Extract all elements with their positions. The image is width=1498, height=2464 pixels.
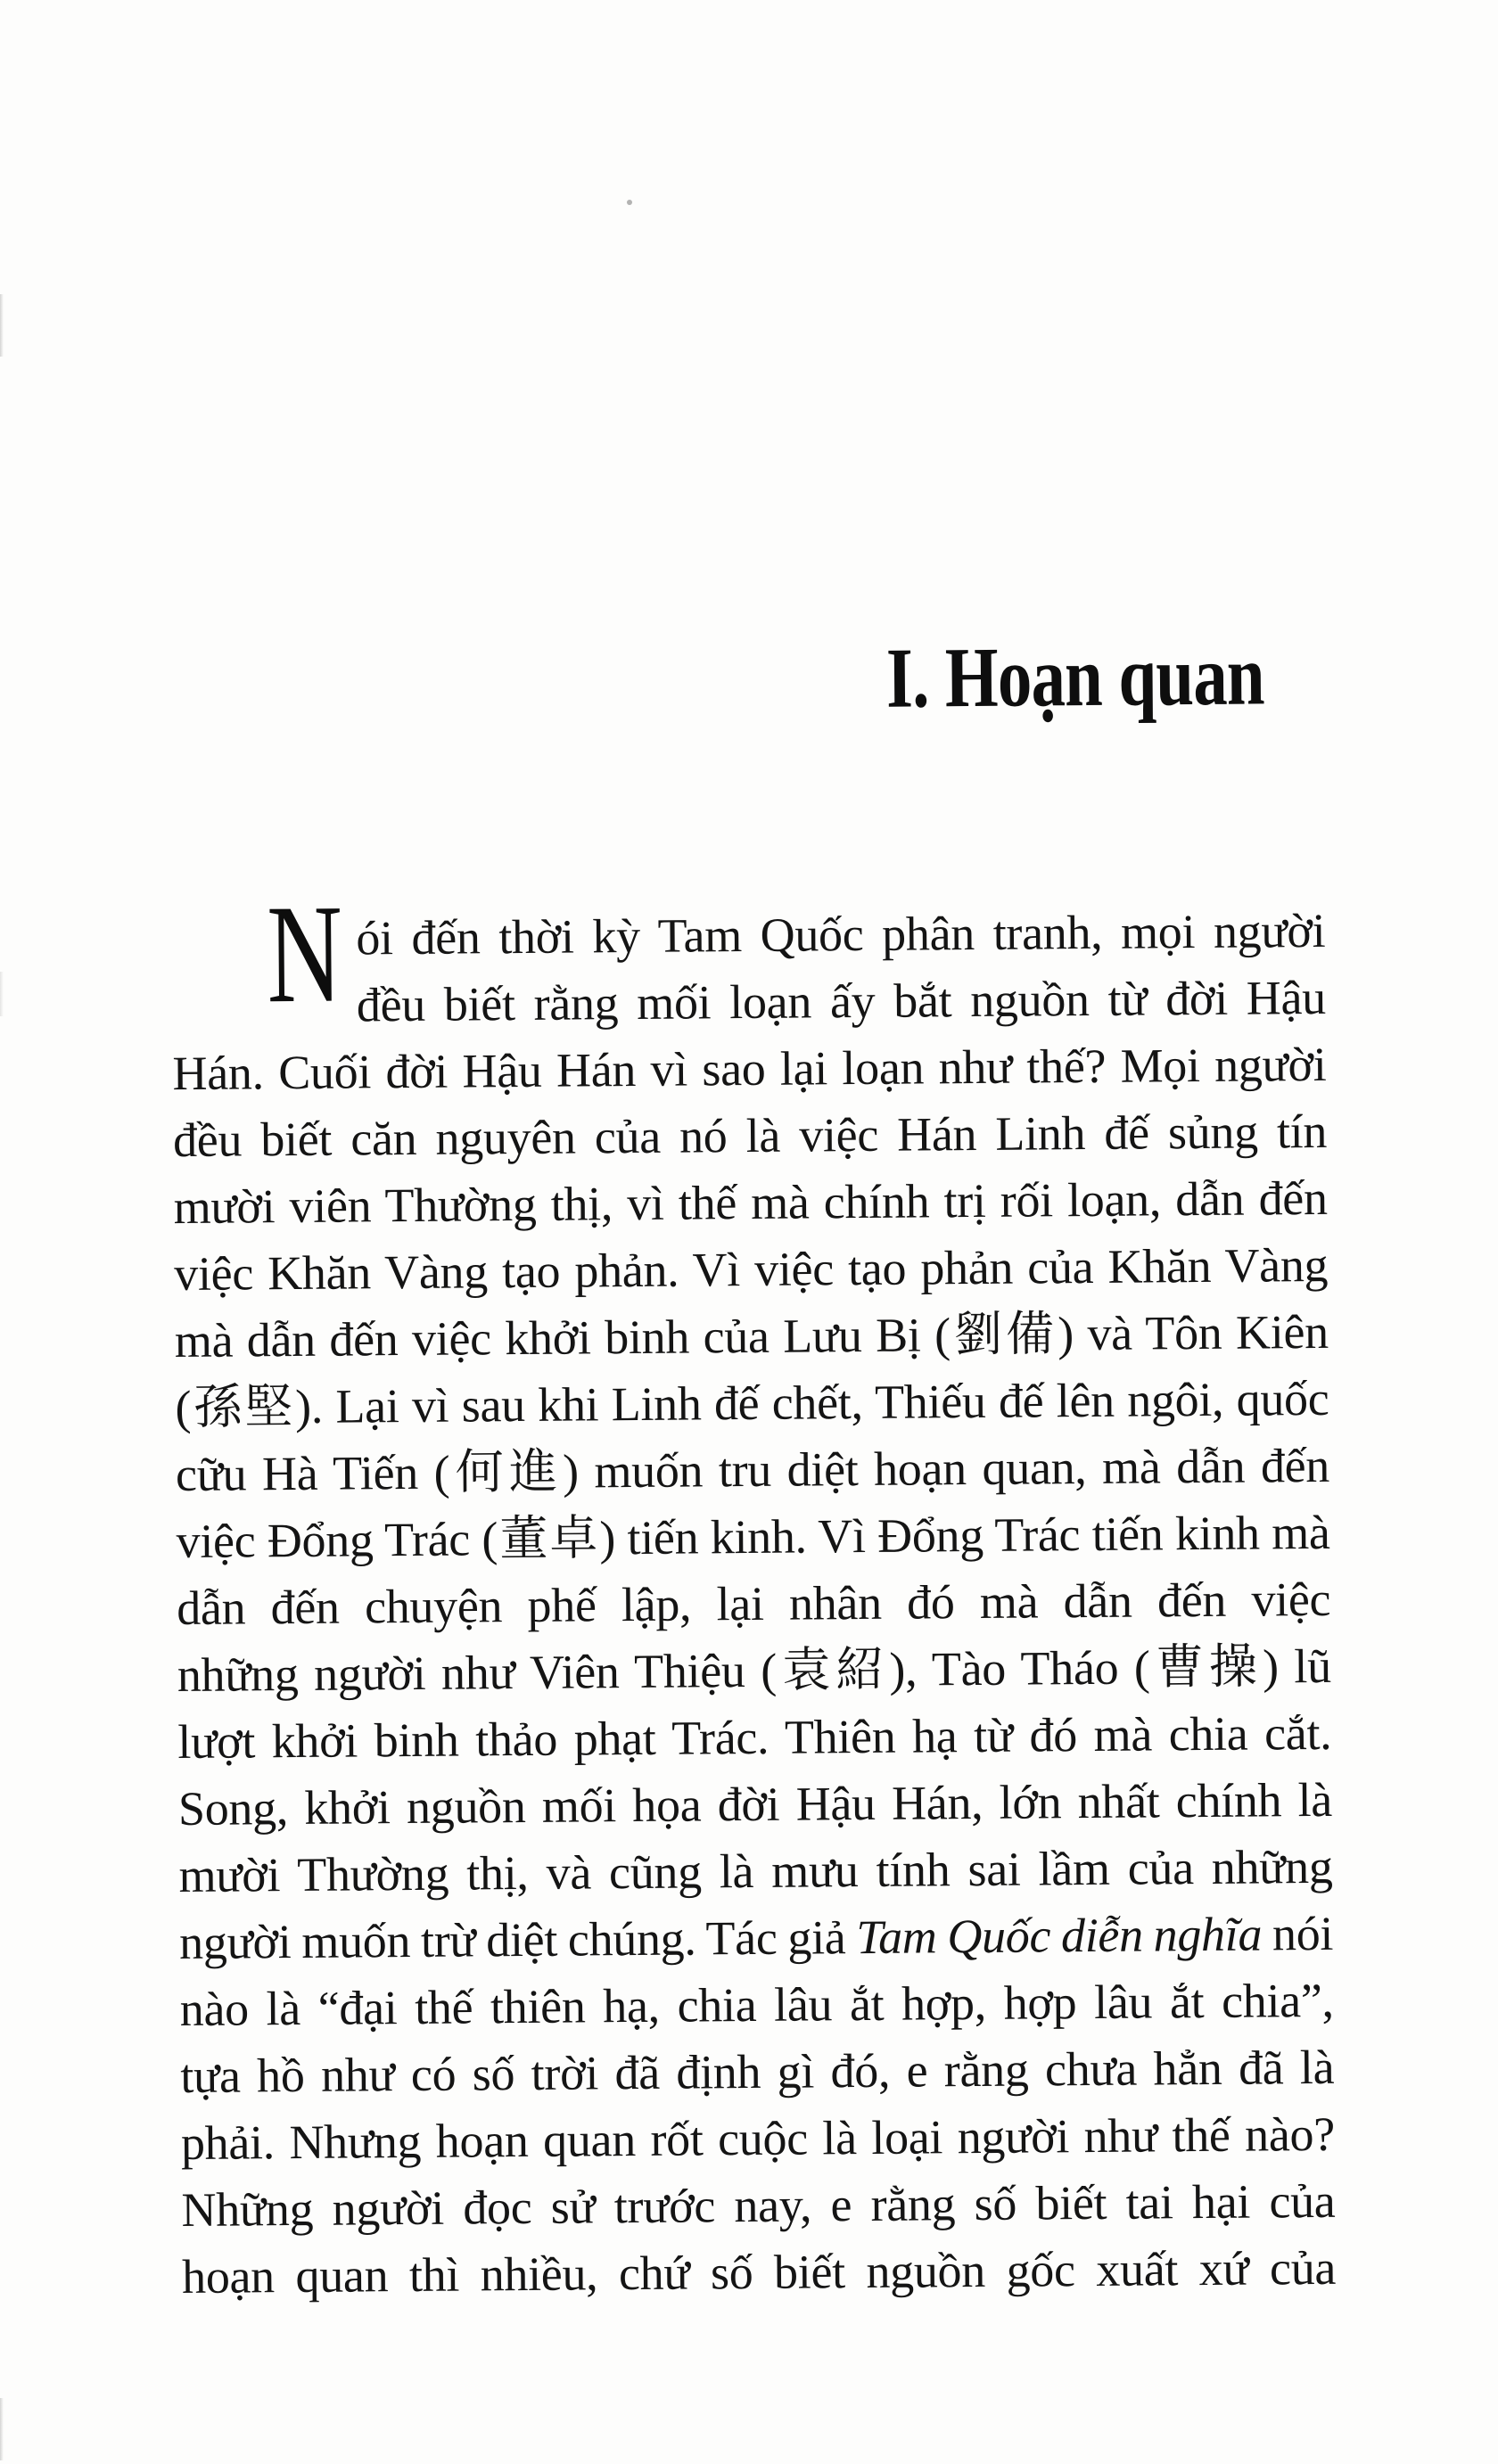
text-line [179,1967,1334,2043]
text-line [176,1499,1330,1575]
text-line [181,2101,1336,2177]
drop-cap: N [266,875,343,1033]
paragraph-lines [171,898,1336,2311]
text-segment: nói [1261,1906,1334,1961]
text-line [176,1433,1330,1508]
text-line [173,1098,1328,1174]
text-line [177,1633,1332,1709]
text-segment: việc Khăn Vàng tạo phản. Vì việc tạo phản của Khăn Vàng [174,1237,1329,1302]
text-segment: việc Đổng Trác (董卓) tiến kinh. Vì Đổng Trác tiến kinh mà [176,1505,1330,1569]
text-segment: nào là “đại thế thiên hạ, chia lâu ắt hợp, hợp lâu ắt chia”, [179,1973,1334,2037]
text-line [181,2168,1336,2244]
text-segment: Những người đọc sử trước nay, e rằng số biết tai hại của [181,2173,1336,2238]
text-line [180,2034,1335,2110]
text-segment: phải. Nhưng hoạn quan rốt cuộc là loại người như thế nào? [180,2107,1336,2171]
text-segment: những người như Viên Thiệu (袁紹), Tào Tháo (曹操) lũ [177,1639,1331,1703]
text-segment: đều biết căn nguyên của nó là việc Hán Linh đế sủng tín [172,1104,1328,1168]
scan-edge-streak [0,2398,4,2460]
text-line [173,1165,1328,1241]
text-line [177,1566,1331,1642]
text-segment: đều biết rằng mối loạn ấy bắt nguồn từ đời Hậu [356,970,1327,1032]
text-line [182,2235,1337,2311]
text-line [357,965,1327,1039]
text-segment: Hán. Cuối đời Hậu Hán vì sao lại loạn như thế? Mọi người [172,1037,1327,1101]
text-segment: người muốn trừ diệt chúng. Tác giả [178,1910,857,1970]
text-segment: mà dẫn đến việc khởi binh của Lưu Bị (劉備) và Tôn Kiên [174,1304,1329,1368]
text-segment: dẫn đến chuyện phế lập, lại nhân đó mà dẫn đến việc [176,1572,1331,1636]
book-title-italic: Tam Quốc diễn nghĩa [856,1907,1263,1965]
text-segment: lượt khởi binh thảo phạt Trác. Thiên hạ từ đó mà chia cắt. [177,1705,1332,1770]
text-line [175,1299,1329,1375]
paragraph [171,875,1337,2311]
text-segment: Song, khởi nguồn mối họa đời Hậu Hán, lớn nhất chính là [177,1772,1333,1836]
text-line [178,1767,1333,1843]
text-line [174,1232,1329,1308]
text-line [179,1901,1334,1976]
text-segment: (孫堅). Lại vì sau khi Linh đế chết, Thiếu đế lên ngôi, quốc [175,1371,1329,1435]
text-line [172,1031,1327,1107]
chapter-title: I. Hoạn quan [885,627,1265,727]
text-segment: tựa hồ như có số trời đã định gì đó, e rằng chưa hẳn đã là [180,2040,1335,2104]
text-segment: mười Thường thị, và cũng là mưu tính sai lầm của những [178,1839,1333,1903]
text-line [175,1366,1329,1441]
text-segment: hoạn quan thì nhiều, chứ số biết nguồn gốc xuất xứ của [181,2240,1337,2304]
text-line [356,898,1326,973]
text-line [177,1700,1332,1776]
text-segment: ói đến thời kỳ Tam Quốc phân tranh, mọi người [356,903,1326,965]
text-segment: mười viên Thường thị, vì thế mà chính trị rối loạn, dẫn đến [173,1170,1328,1235]
text-line [178,1834,1333,1910]
text-segment: cữu Hà Tiến (何進) muốn tru diệt hoạn quan, mà dẫn đến [175,1438,1330,1502]
